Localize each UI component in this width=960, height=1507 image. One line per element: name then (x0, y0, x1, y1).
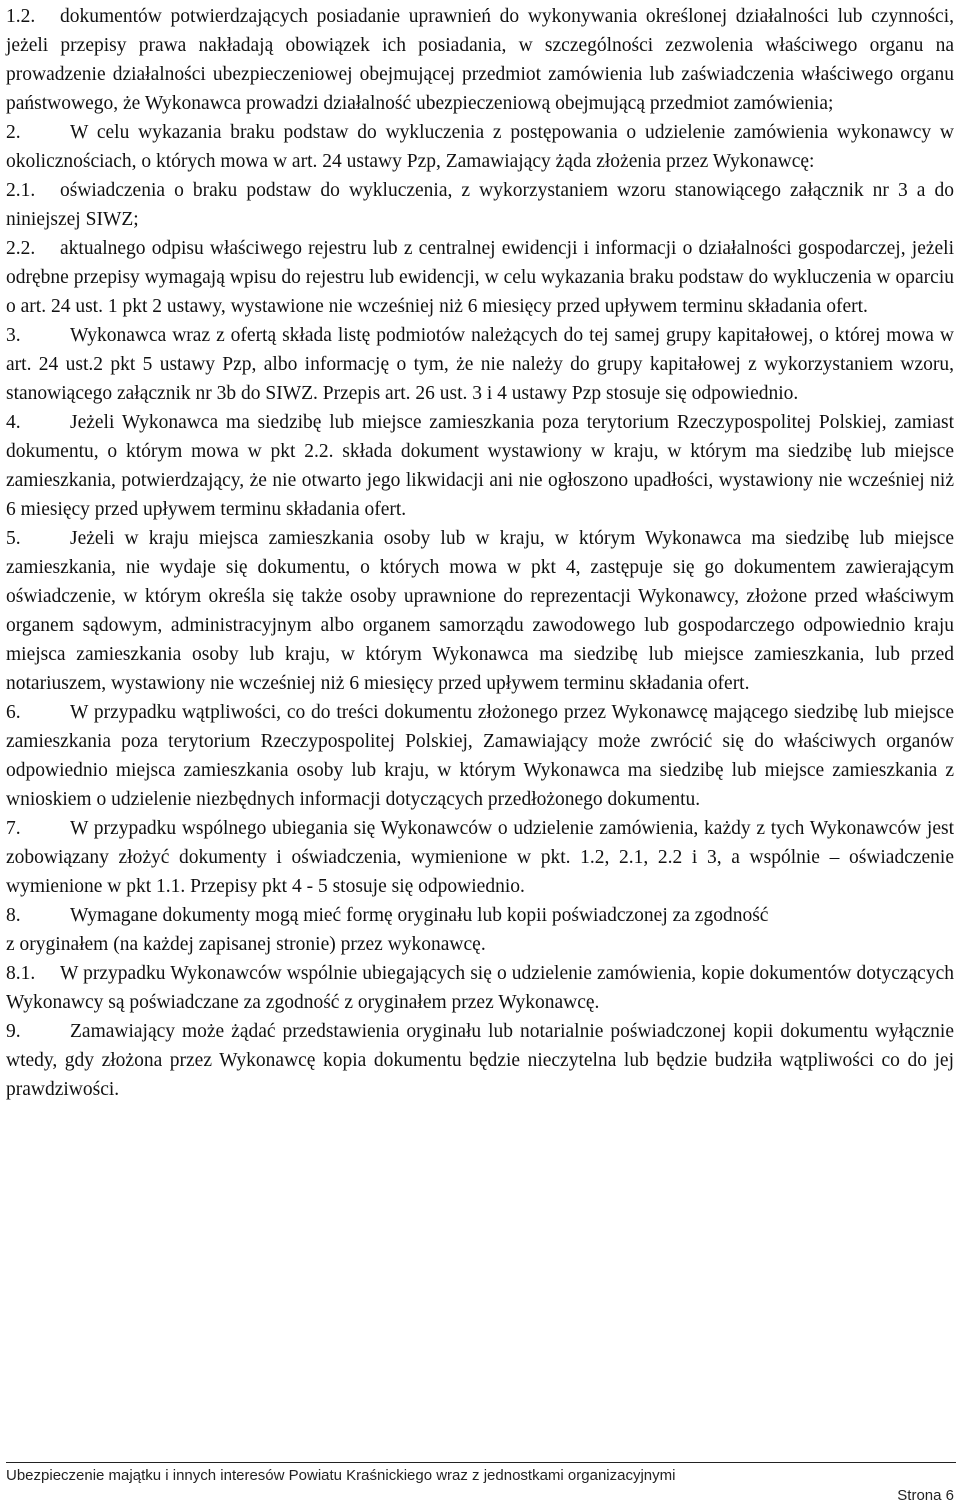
paragraph-9 (6, 1017, 954, 1104)
paragraph-number: 5. (6, 528, 21, 549)
paragraph-text: W przypadku wspólnego ubiegania się Wykonawców o udzielenie zamówienia, każdy z tych Wykonawców jest zobowiązany złożyć dokumenty i oświadczenia, wymienione w pkt. 1.2, 2.1, 2.2 i 3, a wspólnie – oświadczenie wymienione w pkt 1.1. Przepisy pkt 4 - 5 stosuje się odpowiednio. (6, 818, 954, 897)
paragraph-number: 8.1. (6, 963, 36, 984)
paragraph-6 (6, 698, 954, 814)
footer-title: Ubezpieczenie majątku i innych interesów Powiatu Kraśnickiego wraz z jednostkami organizacyjnymi (6, 1467, 676, 1484)
document-body (6, 2, 954, 1104)
paragraph-text: W przypadku Wykonawców wspólnie ubiegających się o udzielenie zamówienia, kopie dokumentów dotyczących Wykonawcy są poświadczane za zgodność z oryginałem przez Wykonawcę. (6, 963, 954, 1013)
paragraph-number: 8. (6, 905, 21, 926)
paragraph-text: Wykonawca wraz z ofertą składa listę podmiotów należących do tej samej grupy kapitałowej, o której mowa w art. 24 ust.2 pkt 5 ustawy Pzp, albo informację o tym, że nie należy do grupy kapitałowej z wykorzystaniem wzoru, stanowiącego załącznik nr 3b do SIWZ. Przepis art. 26 ust. 3 i 4 ustawy Pzp stosuje się odpowiednio. (6, 325, 954, 404)
paragraph-2-2 (6, 234, 954, 321)
paragraph-1-2 (6, 2, 954, 118)
paragraph-7 (6, 814, 954, 901)
paragraph-number: 2.2. (6, 238, 36, 259)
paragraph-number: 2.1. (6, 180, 36, 201)
paragraph-2-1 (6, 176, 954, 234)
paragraph-text: aktualnego odpisu właściwego rejestru lub z centralnej ewidencji i informacji o działalności gospodarczej, jeżeli odrębne przepisy wymagają wpisu do rejestru lub ewidencji, w celu wykazania braku podstaw do wykluczenia w oparciu o art. 24 ust. 1 pkt 2 ustawy, wystawione nie wcześniej niż 6 miesięcy przed upływem terminu składania ofert. (6, 238, 954, 317)
paragraph-3 (6, 321, 954, 408)
paragraph-5 (6, 524, 954, 698)
paragraph-number: 7. (6, 818, 21, 839)
footer-divider (6, 1462, 956, 1463)
paragraph-number: 4. (6, 412, 21, 433)
paragraph-text: dokumentów potwierdzających posiadanie uprawnień do wykonywania określonej działalności lub czynności, jeżeli przepisy prawa nakładają obowiązek ich posiadania, w szczególności zezwolenia właściwego organu na prowadzenie działalności ubezpieczeniowej obejmującej przedmiot zamówienia lub zaświadczenia właściwego organu państwowego, że Wykonawca prowadzi działalność ubezpieczeniową obejmującą przedmiot zamówienia; (6, 6, 954, 114)
paragraph-text: W celu wykazania braku podstaw do wykluczenia z postępowania o udzielenie zamówienia wykonawcy w okolicznościach, o których mowa w art. 24 ustawy Pzp, Zamawiający żąda złożenia przez Wykonawcę: (6, 122, 954, 172)
paragraph-number: 1.2. (6, 6, 36, 27)
paragraph-8-1 (6, 959, 954, 1017)
paragraph-4 (6, 408, 954, 524)
paragraph-text: W przypadku wątpliwości, co do treści dokumentu złożonego przez Wykonawcę mającego siedzibę lub miejsce zamieszkania poza terytorium Rzeczypospolitej Polskiej, Zamawiający może zwrócić się do właściwych organów odpowiednio miejsca zamieszkania osoby lub kraju, w którym Wykonawca ma siedzibę lub miejsce zamieszkania z wnioskiem o udzielenie niezbędnych informacji dotyczących przedłożonego dokumentu. (6, 702, 954, 810)
paragraph-number: 9. (6, 1021, 21, 1042)
paragraph-text: Wymagane dokumenty mogą mieć formę oryginału lub kopii poświadczonej za zgodność (70, 905, 769, 926)
paragraph-text: Jeżeli Wykonawca ma siedzibę lub miejsce zamieszkania poza terytorium Rzeczypospolitej Polskiej, zamiast dokumentu, o którym mowa w pkt 2.2. składa dokument wystawiony w kraju, w którym ma siedzibę lub miejsce zamieszkania, potwierdzający, że nie otwarto jego likwidacji ani nie ogłoszono upadłości, wystawiony nie wcześniej niż 6 miesięcy przed upływem terminu składania ofert. (6, 412, 954, 520)
paragraph-text: oświadczenia o braku podstaw do wykluczenia, z wykorzystaniem wzoru stanowiącego załącznik nr 3 a do niniejszej SIWZ; (6, 180, 954, 230)
paragraph-text: Zamawiający może żądać przedstawienia oryginału lub notarialnie poświadczonej kopii dokumentu wyłącznie wtedy, gdy złożona przez Wykonawcę kopia dokumentu będzie nieczytelna lub będzie budziła wątpliwości co do jej prawdziwości. (6, 1021, 954, 1100)
paragraph-8-continuation (6, 930, 954, 959)
paragraph-number: 3. (6, 325, 21, 346)
paragraph-text: Jeżeli w kraju miejsca zamieszkania osoby lub w kraju, w którym Wykonawca ma siedzibę lub miejsce zamieszkania, nie wydaje się dokumentu, o których mowa w pkt 4, zastępuje się go dokumentem zawierającym oświadczenie, w którym określa się także osoby uprawnione do reprezentacji Wykonawcy, złożone przed właściwym organem sądowym, administracyjnym albo organem samorządu zawodowego lub gospodarczego odpowiednio kraju miejsca zamieszkania osoby lub kraju, w którym Wykonawca ma siedzibę lub miejsce zamieszkania, lub przed notariuszem, wystawiony nie wcześniej niż 6 miesięcy przed upływem terminu składania ofert. (6, 528, 954, 694)
paragraph-number: 2. (6, 122, 21, 143)
page-number: Strona 6 (897, 1487, 954, 1504)
paragraph-8 (6, 901, 954, 930)
paragraph-text: z oryginałem (na każdej zapisanej stronie) przez wykonawcę. (6, 934, 486, 955)
paragraph-2 (6, 118, 954, 176)
paragraph-number: 6. (6, 702, 21, 723)
